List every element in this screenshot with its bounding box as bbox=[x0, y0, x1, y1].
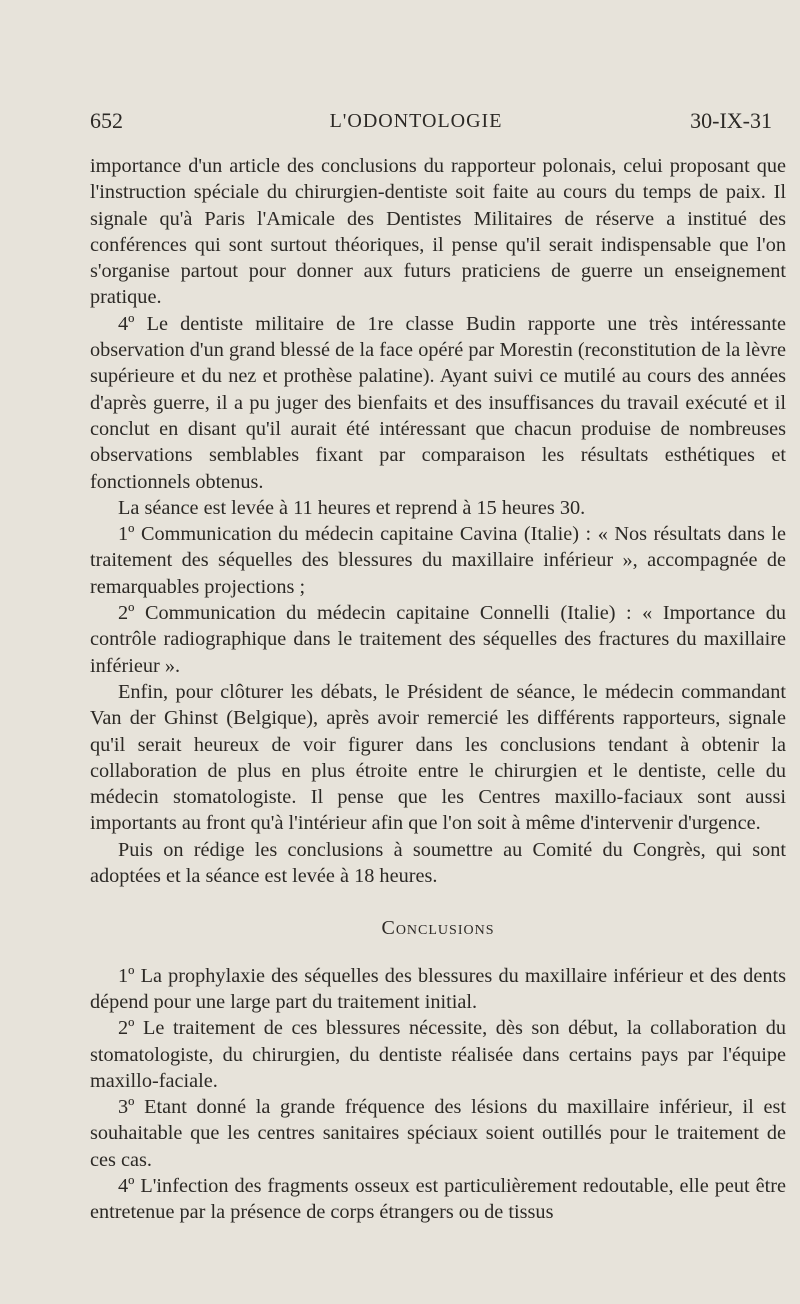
conclusion-item: 2º Le traitement de ces blessures nécessite, dès son début, la collaboration du stomatologiste, du chirurgien, du dentiste réalisée dans certains pays par l'équipe maxillo-faciale. bbox=[90, 1017, 786, 1092]
paragraph: Enfin, pour clôturer les débats, le Président de séance, le médecin commandant Van der Ghinst (Belgique), après avoir remercié les différents rapporteurs, signale qu'il serait heureux de voir figurer dans les conclusions tendant à obtenir la collaboration de plus en plus étroite entre le chirurgien et le dentiste, celle du médecin stomatologiste. Il pense que les Centres maxillo-faciaux sont aussi importants au front qu'à l'intérieur afin que l'on soit à même d'intervenir d'urgence. bbox=[90, 680, 786, 835]
paragraph: importance d'un article des conclusions du rapporteur polonais, celui proposant que l'instruction spéciale du chirurgien-dentiste soit faite au cours du temps de paix. Il signale qu'à Paris l'Amicale des Dentistes Militaires de réserve a institué des conférences qui sont surtout théoriques, il pense qu'il serait indispensable que l'on s'organise partout pour donner aux futurs praticiens de guerre un enseignement pratique. bbox=[90, 155, 786, 309]
page-number: 652 bbox=[90, 108, 123, 133]
conclusion-item: 4º L'infection des fragments osseux est particulièrement redoutable, elle peut être entretenue par la présence de corps étrangers ou de tissus bbox=[90, 1174, 786, 1224]
running-header bbox=[90, 104, 772, 138]
issue-date: 30-IX-31 bbox=[690, 108, 772, 133]
paragraph: 2º Communication du médecin capitaine Connelli (Italie) : « Importance du contrôle radiographique dans le traitement des séquelles des fractures du maxillaire inférieur ». bbox=[90, 602, 786, 677]
paragraph: 4º Le dentiste militaire de 1re classe Budin rapporte une très intéressante observation d'un grand blessé de la face opéré par Morestin (reconstitution de la lèvre supérieure et du nez et prothèse palatine). Ayant suivi ce mutilé au cours des années d'après guerre, il a pu juger des bienfaits et des insuffisances du travail exécuté et il conclut en disant qu'il aurait été intéressant que chacun produise de nombreuses observations semblables fixant par comparaison les résultats esthétiques et fonctionnels obtenus. bbox=[90, 312, 786, 493]
journal-title: L'ODONTOLOGIE bbox=[329, 110, 503, 132]
article-body bbox=[90, 153, 786, 1226]
conclusion-item: 1º La prophylaxie des séquelles des blessures du maxillaire inférieur et des dents dépend pour une large part du traitement initial. bbox=[90, 964, 786, 1013]
paragraph: Puis on rédige les conclusions à soumettre au Comité du Congrès, qui sont adoptées et la séance est levée à 18 heures. bbox=[90, 838, 786, 888]
conclusion-item: 3º Etant donné la grande fréquence des lésions du maxillaire inférieur, il est souhaitable que les centres sanitaires spéciaux soient outillés pour le traitement de ces cas. bbox=[90, 1096, 786, 1171]
paragraph: La séance est levée à 11 heures et reprend à 15 heures 30. bbox=[118, 496, 586, 519]
conclusions-heading: Conclusions bbox=[381, 917, 495, 940]
paragraph: 1º Communication du médecin capitaine Cavina (Italie) : « Nos résultats dans le traitement des séquelles des blessures du maxillaire inférieur », accompagnée de remarquables projections ; bbox=[90, 523, 786, 598]
